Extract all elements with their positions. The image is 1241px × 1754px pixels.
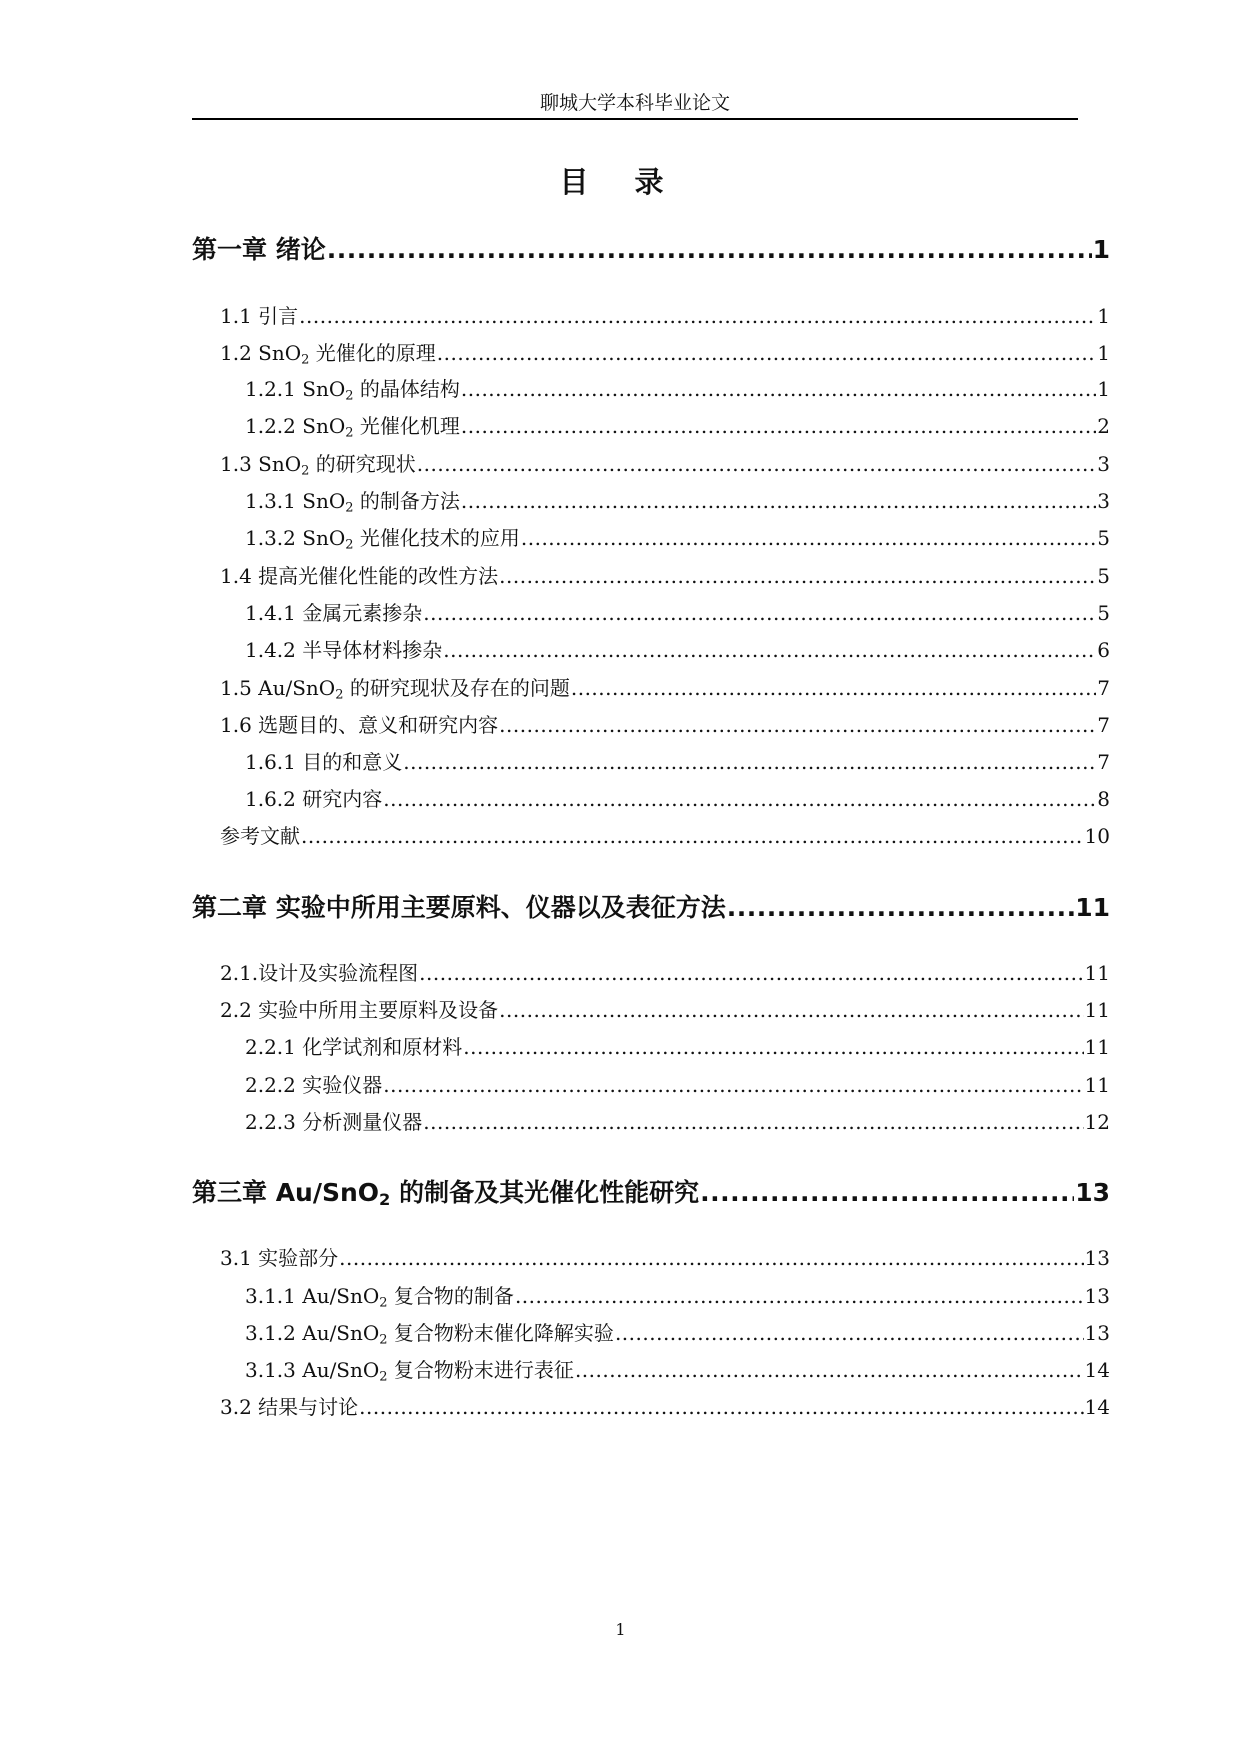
toc-section-entry [220,820,1110,849]
dot-leader [327,235,1092,264]
toc-entry-page: 5 [1097,526,1110,550]
dot-leader [339,1246,1083,1270]
toc-entry-label: 1.1 引言 [220,304,299,328]
toc-entry-page: 11 [1084,1035,1110,1059]
toc-entry-label: 1.4.1 金属元素掺杂 [245,601,423,625]
toc-entry-page: 1 [1097,377,1110,401]
toc-entry-page: 11 [1075,893,1110,922]
toc-entry-label: 第一章 绪论 [192,235,326,264]
toc-entry-label: 2.2.1 化学试剂和原材料 [245,1035,463,1059]
dot-leader [403,750,1096,774]
toc-entry-label: 1.3.2 SnO$_2$ 光催化技术的应用 [245,526,520,553]
toc-entry-label: 1.3.1 SnO$_2$ 的制备方法 [245,489,460,516]
toc-entry-label: 1.3 SnO$_2$ 的研究现状 [220,452,416,479]
toc-entry-page: 3 [1097,489,1110,513]
toc-section-entry [245,522,1110,551]
toc-entry-label: 3.1 实验部分 [220,1246,339,1270]
dot-leader [383,787,1096,811]
toc-section-entry [220,337,1110,366]
toc-entry-page: 7 [1097,713,1110,737]
toc-entry-page: 7 [1097,750,1110,774]
toc-entry-label: 第二章 实验中所用主要原料、仪器以及表征方法 [192,893,726,922]
toc-entry-label: 2.2 实验中所用主要原料及设备 [220,998,499,1022]
toc-entry-label: 1.6.1 目的和意义 [245,750,403,774]
dot-leader [443,638,1096,662]
toc-section-entry [220,560,1110,589]
dot-leader [359,1395,1083,1419]
toc-entry-label: 2.2.2 实验仪器 [245,1073,383,1097]
toc-entry-page: 8 [1097,787,1110,811]
running-header: 聊城大学本科毕业论文 [539,92,730,114]
toc-section-entry [245,485,1110,514]
dot-leader [437,341,1096,365]
toc-section-entry [245,1280,1110,1309]
toc-entry-label: 1.2.1 SnO$_2$ 的晶体结构 [245,377,460,404]
toc-entry-label: 1.6 选题目的、意义和研究内容 [220,713,499,737]
toc-section-entry [220,448,1110,477]
toc-entry-page: 11 [1084,998,1110,1022]
dot-leader [419,961,1083,985]
dot-leader [615,1321,1084,1345]
dot-leader [461,377,1096,401]
toc-entry-page: 14 [1084,1358,1110,1382]
toc-entry-page: 13 [1084,1284,1110,1308]
toc-entry-label: 2.2.3 分析测量仪器 [245,1110,423,1134]
toc-entry-page: 10 [1084,824,1110,848]
toc-entry-page: 12 [1084,1110,1110,1134]
header-rule [192,118,1078,120]
toc-entry-page: 1 [1092,235,1110,264]
toc-section-entry [220,1391,1110,1420]
dot-leader [515,1284,1084,1308]
toc-entry-label: 参考文献 [220,824,300,848]
dot-leader [301,824,1084,848]
toc-section-entry [220,709,1110,738]
toc-entry-page: 1 [1097,304,1110,328]
toc-entry-page: 13 [1075,1178,1110,1207]
toc-section-entry [220,994,1110,1023]
toc-entry-label: 3.1.2 Au/SnO$_2$ 复合物粉末催化降解实验 [245,1321,614,1348]
toc-section-entry [220,957,1110,986]
toc-entry-page: 2 [1097,414,1110,438]
toc-section-entry [245,634,1110,663]
toc-section-entry [245,746,1110,775]
toc-section-entry [245,1031,1110,1060]
toc-entry-label: 2.1.设计及实验流程图 [220,961,419,985]
dot-leader [299,304,1096,328]
toc-section-entry [245,373,1110,402]
toc-entry-page: 6 [1097,638,1110,662]
toc-entry-label: 3.1.3 Au/SnO$_2$ 复合物粉末进行表征 [245,1358,574,1385]
dot-leader [461,489,1096,513]
dot-leader [423,1110,1083,1134]
page-number: 1 [615,1620,626,1639]
toc-entry-page: 5 [1097,564,1110,588]
dot-leader [700,1178,1074,1207]
toc-entry-page: 3 [1097,452,1110,476]
toc-section-entry [245,1317,1110,1346]
toc-title: 目 录 [559,165,682,199]
toc-entry-page: 7 [1097,676,1110,700]
toc-chapter-entry [192,230,1110,266]
toc-entry-label: 第三章 Au/SnO$_2$ 的制备及其光催化性能研究 [192,1178,700,1210]
toc-entry-label: 1.2 SnO$_2$ 光催化的原理 [220,341,436,368]
dot-leader [417,452,1096,476]
toc-entry-label: 3.2 结果与讨论 [220,1395,359,1419]
dot-leader [423,601,1096,625]
toc-entry-label: 1.5 Au/SnO$_2$ 的研究现状及存在的问题 [220,676,570,703]
dot-leader [463,1035,1083,1059]
dot-leader [521,526,1096,550]
toc-section-entry [245,1106,1110,1135]
toc-chapter-entry [192,888,1110,924]
toc-entry-page: 11 [1084,1073,1110,1097]
toc-section-entry [245,783,1110,812]
toc-entry-label: 1.6.2 研究内容 [245,787,383,811]
toc-section-entry [245,410,1110,439]
toc-section-entry [245,1354,1110,1383]
toc-entry-page: 5 [1097,601,1110,625]
toc-section-entry [245,597,1110,626]
dot-leader [727,893,1074,922]
toc-entry-label: 1.4.2 半导体材料掺杂 [245,638,443,662]
toc-entry-page: 1 [1097,341,1110,365]
dot-leader [383,1073,1083,1097]
toc-entry-page: 11 [1084,961,1110,985]
toc-chapter-entry [192,1173,1110,1209]
dot-leader [575,1358,1084,1382]
toc-entry-label: 3.1.1 Au/SnO$_2$ 复合物的制备 [245,1284,514,1311]
toc-section-entry [220,300,1110,329]
dot-leader [499,998,1083,1022]
dot-leader [461,414,1096,438]
toc-entry-label: 1.2.2 SnO$_2$ 光催化机理 [245,414,460,441]
toc-section-entry [245,1069,1110,1098]
dot-leader [499,713,1096,737]
toc-section-entry [220,1242,1110,1271]
toc-entry-page: 13 [1084,1321,1110,1345]
toc-entry-page: 14 [1084,1395,1110,1419]
toc-entry-label: 1.4 提高光催化性能的改性方法 [220,564,499,588]
toc-section-entry [220,672,1110,701]
dot-leader [571,676,1096,700]
toc-entry-page: 13 [1084,1246,1110,1270]
dot-leader [499,564,1096,588]
